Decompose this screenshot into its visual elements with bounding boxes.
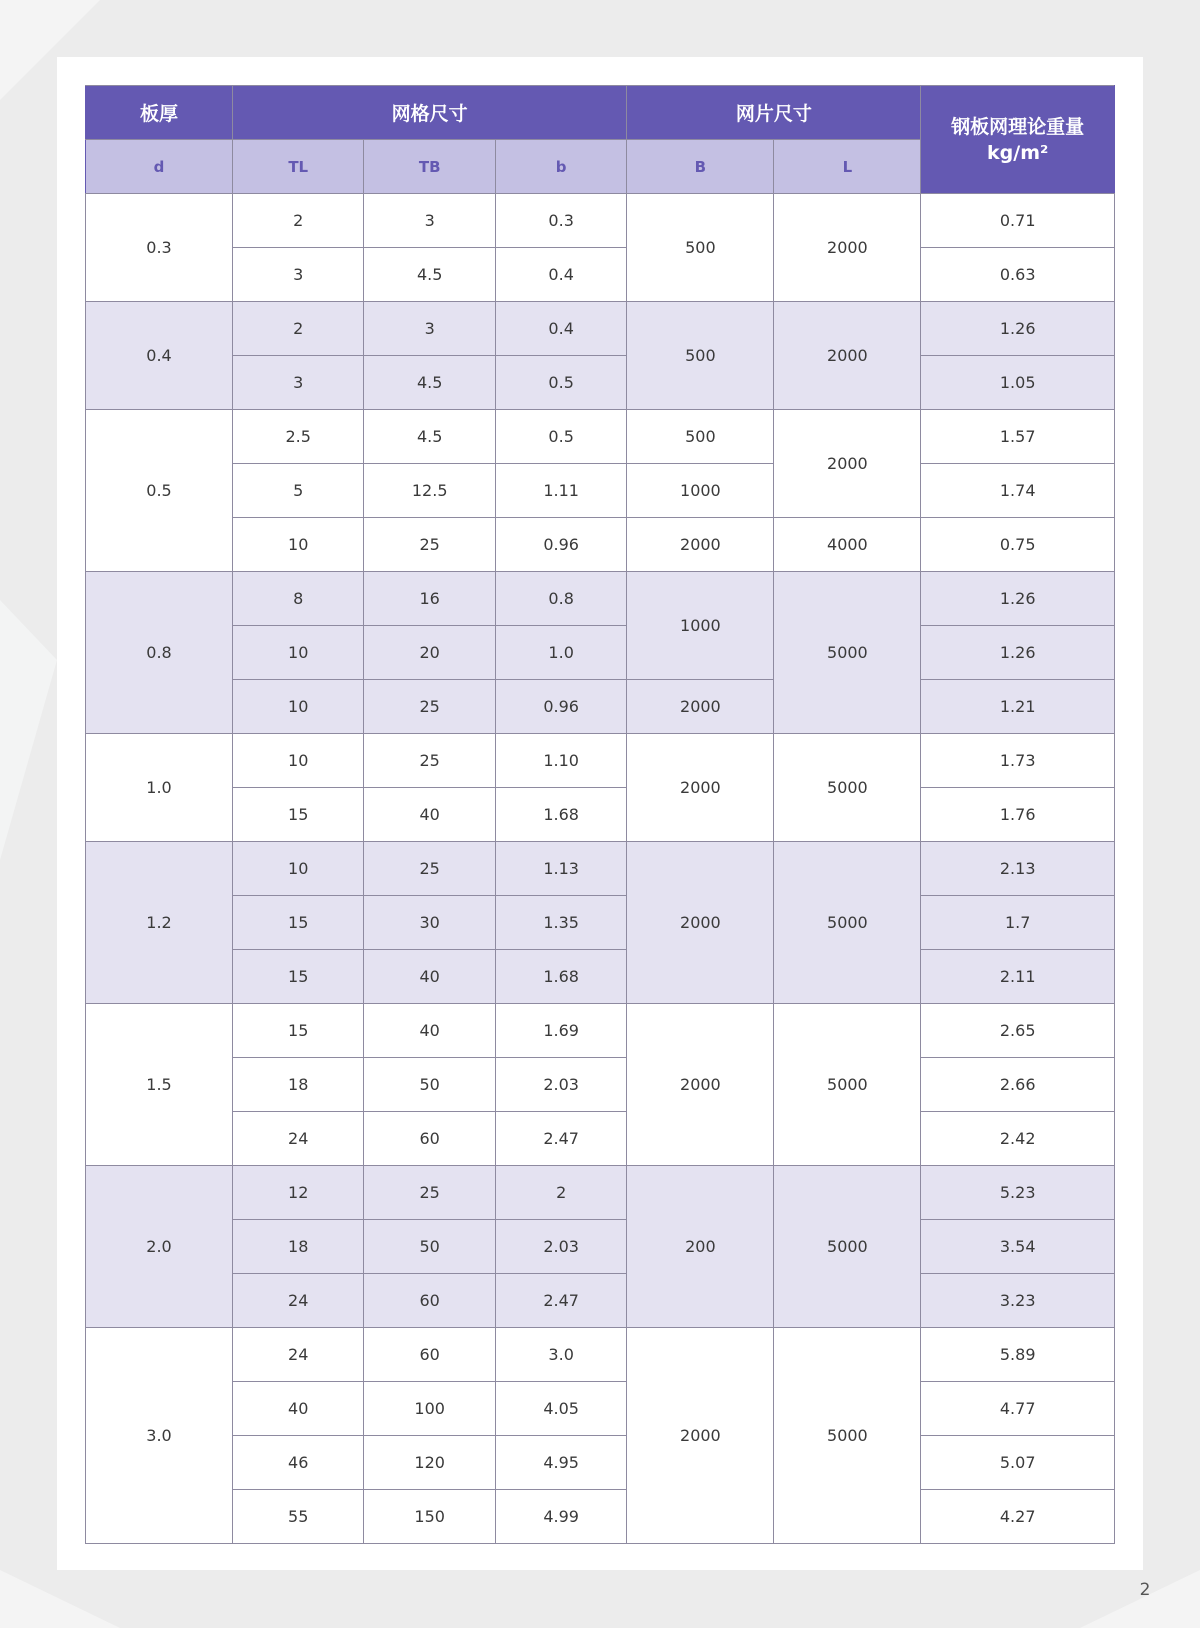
cell-tl: 10 xyxy=(232,680,363,734)
cell-b: 4.05 xyxy=(495,1382,626,1436)
cell-sheet-b: 200 xyxy=(627,1166,774,1328)
cell-sheet-b: 1000 xyxy=(627,464,774,518)
cell-tl: 10 xyxy=(232,626,363,680)
subheader-sheet-l: L xyxy=(774,140,921,194)
cell-sheet-l: 5000 xyxy=(774,1328,921,1544)
table-row xyxy=(86,1436,1115,1490)
table-row xyxy=(86,1166,1115,1220)
cell-tb: 20 xyxy=(364,626,495,680)
table-row xyxy=(86,410,1115,464)
cell-tl: 15 xyxy=(232,788,363,842)
cell-tl: 24 xyxy=(232,1274,363,1328)
cell-tl: 5 xyxy=(232,464,363,518)
cell-thickness: 0.3 xyxy=(86,194,233,302)
cell-b: 1.0 xyxy=(495,626,626,680)
cell-b: 2.47 xyxy=(495,1274,626,1328)
table-row xyxy=(86,1274,1115,1328)
cell-tl: 3 xyxy=(232,248,363,302)
cell-tb: 25 xyxy=(364,842,495,896)
cell-sheet-b: 500 xyxy=(627,194,774,302)
cell-b: 0.5 xyxy=(495,410,626,464)
cell-weight: 1.73 xyxy=(921,734,1115,788)
cell-sheet-l: 5000 xyxy=(774,842,921,1004)
cell-tb: 4.5 xyxy=(364,248,495,302)
table-row xyxy=(86,950,1115,1004)
cell-tl: 12 xyxy=(232,1166,363,1220)
subheader-tb: TB xyxy=(364,140,495,194)
cell-weight: 1.21 xyxy=(921,680,1115,734)
cell-tb: 3 xyxy=(364,194,495,248)
cell-tb: 12.5 xyxy=(364,464,495,518)
table-row xyxy=(86,302,1115,356)
cell-sheet-b: 2000 xyxy=(627,680,774,734)
cell-tl: 8 xyxy=(232,572,363,626)
cell-tb: 40 xyxy=(364,950,495,1004)
cell-thickness: 2.0 xyxy=(86,1166,233,1328)
subheader-d: d xyxy=(86,140,233,194)
cell-tb: 120 xyxy=(364,1436,495,1490)
cell-b: 0.96 xyxy=(495,680,626,734)
table-row xyxy=(86,1220,1115,1274)
cell-sheet-b: 500 xyxy=(627,302,774,410)
thickness-group xyxy=(86,410,1115,572)
cell-b: 4.99 xyxy=(495,1490,626,1544)
cell-weight: 2.13 xyxy=(921,842,1115,896)
header-weight xyxy=(921,86,1115,194)
table-row xyxy=(86,1382,1115,1436)
cell-b: 0.3 xyxy=(495,194,626,248)
table-row xyxy=(86,248,1115,302)
document-page xyxy=(57,57,1143,1570)
header-weight-title: 钢板网理论重量 xyxy=(951,115,1085,138)
thickness-group xyxy=(86,302,1115,410)
cell-tl: 46 xyxy=(232,1436,363,1490)
table-row xyxy=(86,680,1115,734)
spec-table xyxy=(85,85,1115,1544)
background-corner-shape xyxy=(0,1570,120,1628)
cell-sheet-l: 2000 xyxy=(774,410,921,518)
cell-tl: 15 xyxy=(232,1004,363,1058)
header-sheet-size: 网片尺寸 xyxy=(627,86,921,140)
cell-weight: 0.75 xyxy=(921,518,1115,572)
cell-tb: 60 xyxy=(364,1112,495,1166)
cell-sheet-b: 1000 xyxy=(627,572,774,680)
table-row xyxy=(86,572,1115,626)
cell-thickness: 3.0 xyxy=(86,1328,233,1544)
cell-b: 1.11 xyxy=(495,464,626,518)
subheader-tl: TL xyxy=(232,140,363,194)
header-thickness: 板厚 xyxy=(86,86,233,140)
cell-sheet-b: 2000 xyxy=(627,518,774,572)
cell-b: 1.69 xyxy=(495,1004,626,1058)
page-number: 2 xyxy=(1139,1580,1151,1600)
cell-tl: 40 xyxy=(232,1382,363,1436)
cell-thickness: 1.5 xyxy=(86,1004,233,1166)
cell-tb: 25 xyxy=(364,680,495,734)
cell-weight: 1.26 xyxy=(921,626,1115,680)
cell-tb: 30 xyxy=(364,896,495,950)
cell-sheet-l: 2000 xyxy=(774,302,921,410)
cell-tb: 40 xyxy=(364,788,495,842)
cell-b: 0.5 xyxy=(495,356,626,410)
table-row xyxy=(86,1112,1115,1166)
cell-sheet-l: 5000 xyxy=(774,1166,921,1328)
table-row xyxy=(86,788,1115,842)
table-row xyxy=(86,464,1115,518)
cell-b: 2.03 xyxy=(495,1220,626,1274)
cell-weight: 1.26 xyxy=(921,572,1115,626)
cell-sheet-l: 5000 xyxy=(774,734,921,842)
cell-tl: 24 xyxy=(232,1112,363,1166)
table-header xyxy=(86,86,1115,194)
cell-sheet-b: 2000 xyxy=(627,734,774,842)
table-row xyxy=(86,194,1115,248)
cell-tb: 60 xyxy=(364,1274,495,1328)
table-row xyxy=(86,1328,1115,1382)
cell-b: 2.03 xyxy=(495,1058,626,1112)
cell-b: 1.10 xyxy=(495,734,626,788)
cell-b: 0.4 xyxy=(495,302,626,356)
cell-weight: 4.77 xyxy=(921,1382,1115,1436)
cell-weight: 5.89 xyxy=(921,1328,1115,1382)
cell-tl: 10 xyxy=(232,842,363,896)
cell-tb: 4.5 xyxy=(364,356,495,410)
cell-weight: 2.11 xyxy=(921,950,1115,1004)
cell-sheet-l: 5000 xyxy=(774,572,921,734)
cell-tl: 10 xyxy=(232,518,363,572)
table-row xyxy=(86,1004,1115,1058)
table-row xyxy=(86,842,1115,896)
cell-tb: 60 xyxy=(364,1328,495,1382)
cell-tb: 50 xyxy=(364,1220,495,1274)
subheader-b: b xyxy=(495,140,626,194)
cell-tb: 25 xyxy=(364,734,495,788)
cell-tl: 18 xyxy=(232,1058,363,1112)
cell-weight: 2.65 xyxy=(921,1004,1115,1058)
cell-sheet-b: 2000 xyxy=(627,842,774,1004)
background-side-shape xyxy=(0,600,57,860)
cell-tl: 18 xyxy=(232,1220,363,1274)
thickness-group xyxy=(86,1004,1115,1166)
cell-b: 0.96 xyxy=(495,518,626,572)
thickness-group xyxy=(86,1328,1115,1544)
cell-weight: 0.63 xyxy=(921,248,1115,302)
cell-tb: 3 xyxy=(364,302,495,356)
table-row xyxy=(86,356,1115,410)
table-row xyxy=(86,626,1115,680)
cell-weight: 1.26 xyxy=(921,302,1115,356)
cell-sheet-l: 2000 xyxy=(774,194,921,302)
cell-thickness: 0.8 xyxy=(86,572,233,734)
table-row xyxy=(86,896,1115,950)
table-row xyxy=(86,518,1115,572)
cell-tl: 3 xyxy=(232,356,363,410)
table-row xyxy=(86,734,1115,788)
cell-thickness: 1.2 xyxy=(86,842,233,1004)
cell-b: 2.47 xyxy=(495,1112,626,1166)
cell-tl: 24 xyxy=(232,1328,363,1382)
cell-b: 1.68 xyxy=(495,788,626,842)
cell-thickness: 0.5 xyxy=(86,410,233,572)
cell-weight: 5.23 xyxy=(921,1166,1115,1220)
table-row xyxy=(86,1058,1115,1112)
thickness-group xyxy=(86,1166,1115,1328)
header-mesh-size: 网格尺寸 xyxy=(232,86,626,140)
thickness-group xyxy=(86,572,1115,734)
cell-tb: 4.5 xyxy=(364,410,495,464)
cell-weight: 1.7 xyxy=(921,896,1115,950)
cell-b: 1.13 xyxy=(495,842,626,896)
cell-weight: 3.23 xyxy=(921,1274,1115,1328)
cell-tl: 2 xyxy=(232,302,363,356)
table-row xyxy=(86,1490,1115,1544)
header-weight-unit: kg/m² xyxy=(987,141,1049,164)
cell-tb: 16 xyxy=(364,572,495,626)
cell-weight: 1.57 xyxy=(921,410,1115,464)
cell-tb: 40 xyxy=(364,1004,495,1058)
cell-tb: 25 xyxy=(364,1166,495,1220)
cell-sheet-b: 2000 xyxy=(627,1004,774,1166)
thickness-group xyxy=(86,842,1115,1004)
cell-weight: 0.71 xyxy=(921,194,1115,248)
cell-b: 0.4 xyxy=(495,248,626,302)
cell-tl: 15 xyxy=(232,950,363,1004)
cell-thickness: 0.4 xyxy=(86,302,233,410)
cell-tl: 10 xyxy=(232,734,363,788)
cell-tb: 50 xyxy=(364,1058,495,1112)
cell-weight: 3.54 xyxy=(921,1220,1115,1274)
cell-tl: 15 xyxy=(232,896,363,950)
cell-weight: 5.07 xyxy=(921,1436,1115,1490)
cell-tl: 2 xyxy=(232,194,363,248)
cell-tb: 100 xyxy=(364,1382,495,1436)
cell-b: 0.8 xyxy=(495,572,626,626)
cell-sheet-l: 5000 xyxy=(774,1004,921,1166)
cell-sheet-b: 2000 xyxy=(627,1328,774,1544)
cell-tb: 25 xyxy=(364,518,495,572)
cell-b: 2 xyxy=(495,1166,626,1220)
cell-weight: 4.27 xyxy=(921,1490,1115,1544)
cell-sheet-l: 4000 xyxy=(774,518,921,572)
thickness-group xyxy=(86,194,1115,302)
cell-b: 1.35 xyxy=(495,896,626,950)
cell-sheet-b: 500 xyxy=(627,410,774,464)
cell-b: 3.0 xyxy=(495,1328,626,1382)
cell-tl: 2.5 xyxy=(232,410,363,464)
cell-tb: 150 xyxy=(364,1490,495,1544)
cell-tl: 55 xyxy=(232,1490,363,1544)
cell-thickness: 1.0 xyxy=(86,734,233,842)
cell-b: 1.68 xyxy=(495,950,626,1004)
cell-weight: 2.66 xyxy=(921,1058,1115,1112)
cell-weight: 1.74 xyxy=(921,464,1115,518)
cell-weight: 1.05 xyxy=(921,356,1115,410)
thickness-group xyxy=(86,734,1115,842)
cell-b: 4.95 xyxy=(495,1436,626,1490)
subheader-sheet-b: B xyxy=(627,140,774,194)
cell-weight: 2.42 xyxy=(921,1112,1115,1166)
cell-weight: 1.76 xyxy=(921,788,1115,842)
